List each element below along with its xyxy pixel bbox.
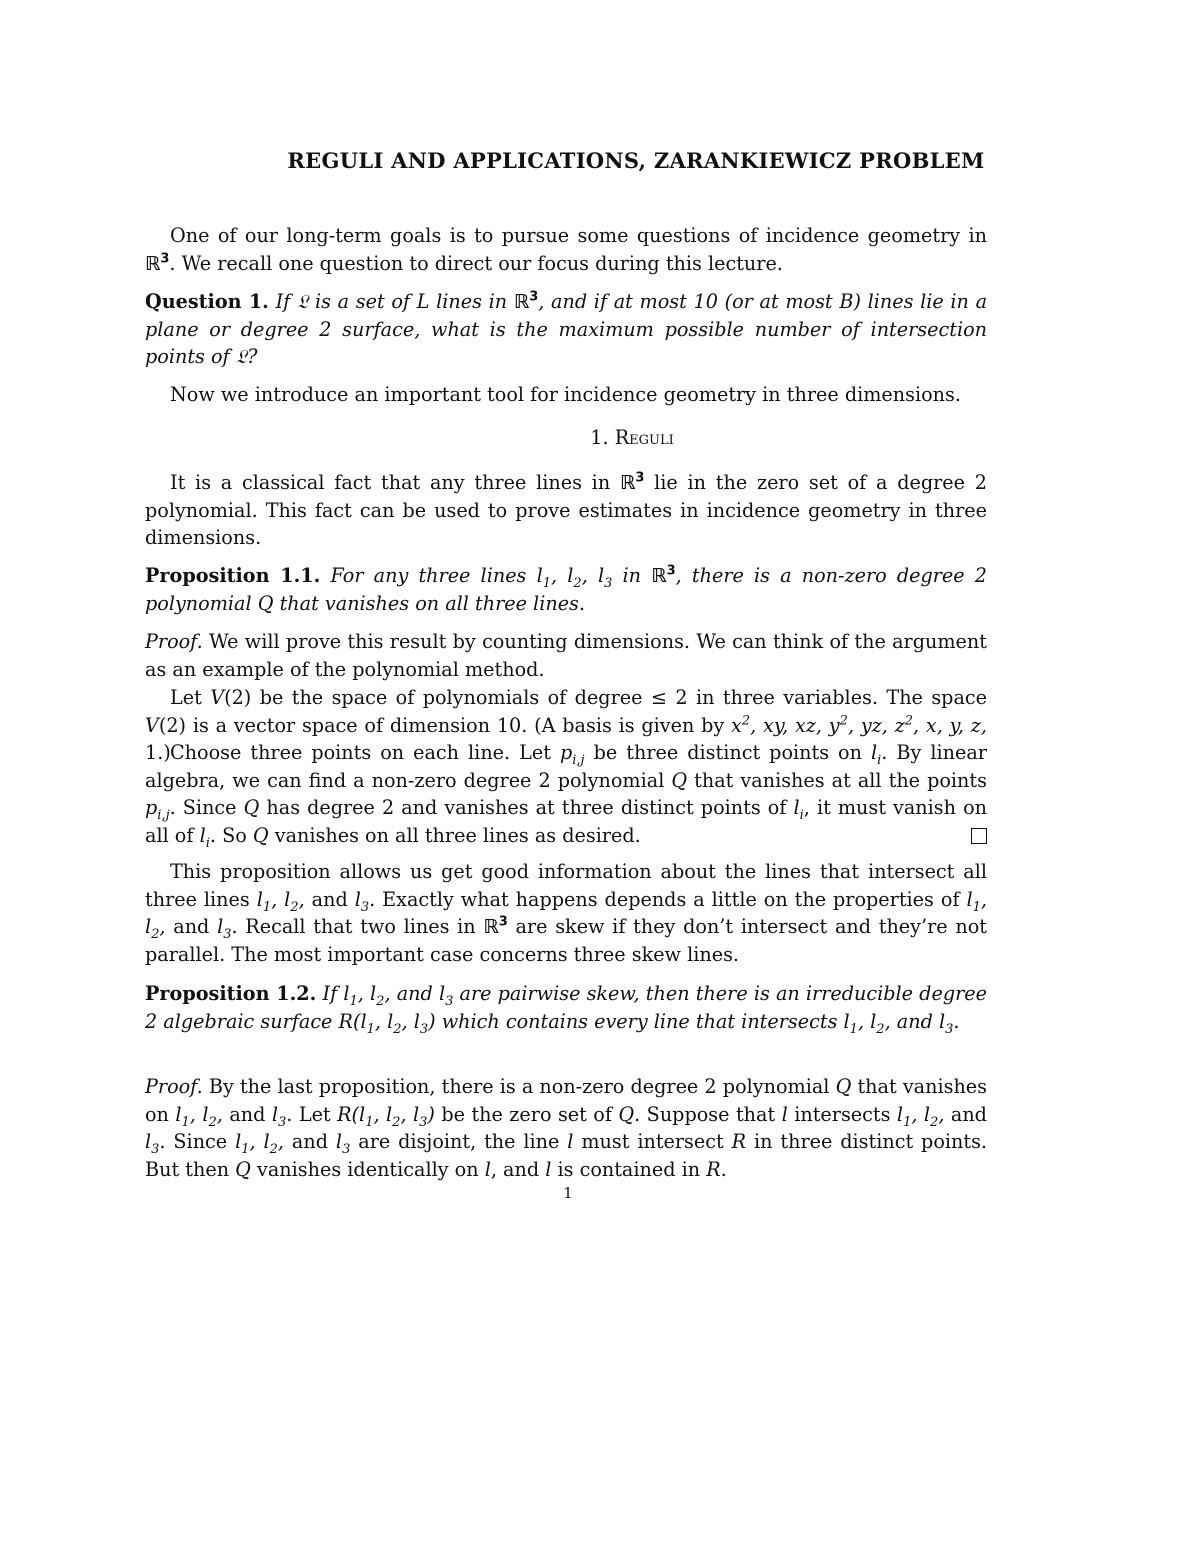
prop-text: If (322, 982, 338, 1005)
proof-text: Choose three points on each line. Let (170, 741, 551, 764)
section-heading (0, 426, 1198, 449)
math-l3: $l_3$ (939, 1009, 954, 1037)
math-l: l (781, 1102, 788, 1126)
proposition-1-1 (145, 562, 987, 617)
math-R: $R(l_1$, $l_2$, $l_3$) (338, 1009, 436, 1037)
proof-text: vanishes identically on (257, 1157, 479, 1181)
proof-text: . So (209, 823, 247, 847)
math-pij: $p_{i,j}$ (559, 741, 585, 768)
math-R: R (706, 1157, 721, 1181)
proof-text: We will prove this result by counting dimensions. We can think of the argument as an example of the polynomial method. (145, 630, 987, 681)
proof-text: be the zero set of (441, 1102, 612, 1126)
proof-text: and (950, 1102, 987, 1126)
proof-text: and (229, 1102, 266, 1126)
tool-sentence: Now we introduce an important tool for incidence geometry in three dimensions. (170, 383, 961, 406)
allows-text: and (311, 887, 348, 911)
q-text: is a set of (315, 290, 411, 313)
classical-text-1: It is a classical fact that any three lines in (170, 471, 611, 494)
proof-text: vanishes on all three lines as desired. (274, 823, 641, 847)
math-pij: $p_{i,j}$ (145, 796, 170, 824)
math-r3: ℝ$^3$ (145, 251, 170, 275)
proof-text: that vanishes at all the points (694, 768, 987, 792)
math-l1-l2: $l_1$, $l_2$, (343, 982, 391, 1009)
math-l: l (545, 1157, 552, 1181)
section-number: 1. (590, 426, 609, 449)
proof-1-space: Let V(2) be the space of polynomials of degree ≤ 2 in three variables. The space V(2) is a vector space of dimension 10. (A basis is given by $x^2$, xy, xz, $y^2$, yz, $z^2$, x, y, z, 1.) (145, 686, 988, 765)
proof-text: , it must vanish on all of (145, 796, 987, 847)
math-r3: ℝ$^3$ (651, 563, 676, 587)
classical-text-2: lie in the zero set of a degree 2 polynomial. This fact can be used to prove estimates in incidence geometry in three dimensions. (145, 471, 987, 550)
proof-text: . Since (169, 796, 237, 820)
question-label: Question 1. (145, 290, 269, 313)
proof-text: By the last proposition, there is a non-zero degree 2 polynomial (208, 1075, 830, 1098)
proof-text: . Suppose that (634, 1102, 776, 1126)
math-r3: ℝ$^3$ (619, 470, 645, 494)
prop-text: which contains every line that intersects (441, 1009, 838, 1033)
math-l3: $l_3$ (271, 1102, 287, 1130)
prop-text: are pairwise skew, then there is an irreducible degree 2 algebraic surface (145, 982, 987, 1033)
math-lines: $l_1$, $l_2$, $l_3$ (536, 564, 613, 591)
q-text: , and if at most 10 (or at most (538, 290, 833, 313)
allows-text: are skew if they don’t intersect and they’re not parallel. The most important case concerns three skew lines. (145, 915, 987, 966)
prop-text: in (622, 564, 642, 587)
prop-text: . (953, 1009, 960, 1033)
proposition-label: Proposition 1.1. (145, 564, 321, 587)
math-R: $R(l_1$, $l_2$, $l_3$) (337, 1102, 435, 1130)
allows-text: . Recall that two lines in (231, 915, 476, 939)
math-l1-l2: $l_1$, $l_2$, (896, 1102, 945, 1130)
math-l3: $l_3$ (335, 1130, 351, 1158)
proof-text: that vanishes on (145, 1075, 988, 1126)
math-l1-l2: $l_1$, $l_2$, (843, 1009, 891, 1037)
section-name: Reguli (614, 426, 674, 449)
proof-text: . By linear algebra, we can find a non-zero degree 2 polynomial (145, 741, 987, 792)
prop-text: For any three lines (330, 564, 527, 587)
math-Q: Q (835, 1075, 852, 1098)
page-number: 1 (563, 1184, 573, 1202)
math-l3: $l_3$ (354, 887, 370, 915)
proof-1-points (145, 739, 987, 849)
proof-text: are disjoint, the line (358, 1130, 560, 1154)
intro-text-1: One of our long-term goals is to pursue some questions of incidence geometry in (170, 224, 987, 247)
math-l: l (567, 1130, 574, 1154)
prop-text: that vanishes on all three lines. (279, 591, 585, 615)
math-li: $l_i$ (793, 796, 804, 824)
qed-square-icon (971, 828, 987, 844)
math-l3: $l_3$ (438, 982, 454, 1009)
math-basis: $x^2$, xy, xz, $y^2$, yz, $z^2$, x, y, z, (731, 713, 988, 737)
proof-text: and (291, 1130, 329, 1154)
prop-text: and (896, 1009, 933, 1033)
math-V2: V (210, 686, 225, 709)
math-r3: ℝ$^3$ (483, 914, 508, 939)
paper-title: REGULI AND APPLICATIONS, ZARANKIEWICZ PROBLEM (287, 148, 985, 173)
math-l1-l2: $l_1$, $l_2$, (145, 887, 987, 943)
q-text: lines in (436, 290, 508, 313)
math-l1-l2: $l_1$, $l_2$, (256, 887, 305, 915)
proof-text: , and (490, 1157, 540, 1181)
question-1 (145, 288, 987, 371)
math-li: $l_i$ (870, 741, 882, 768)
math-V2: V (145, 713, 159, 737)
math-R: R (731, 1130, 747, 1154)
proof-text: has degree 2 and vanishes at three distinct points of (266, 796, 787, 820)
math-script-l: 𝔏 (296, 290, 309, 313)
math-L: L (416, 290, 430, 313)
q-text: If (275, 290, 291, 313)
proof-text: intersects (794, 1102, 891, 1126)
proof-text: . Let (286, 1102, 331, 1126)
math-r3: ℝ$^3$ (513, 289, 539, 313)
math-Q: Q (671, 768, 688, 792)
proof-label: Proof. (145, 1075, 203, 1098)
proof-1 (145, 628, 987, 683)
proposition-label: Proposition 1.2. (145, 982, 317, 1005)
math-l1-l2: $l_1$, $l_2$, (175, 1102, 223, 1130)
math-B: B (839, 290, 854, 313)
math-Q: Q (235, 1157, 251, 1181)
classical-paragraph (145, 469, 987, 552)
math-Q: Q (618, 1102, 635, 1126)
math-li: $l_i$ (199, 823, 210, 851)
proof-text: is contained in (557, 1157, 701, 1181)
math-Q: Q (257, 591, 274, 615)
math-l1-l2: $l_1$, $l_2$, (235, 1130, 285, 1158)
proposition-1-2 (145, 980, 987, 1035)
math-Q: Q (252, 823, 269, 847)
proof-text: Let (170, 686, 202, 709)
math-script-l: 𝔏 (235, 345, 248, 369)
proof-label: Proof. (145, 630, 203, 653)
proof-text: in three distinct points. But then (145, 1130, 988, 1181)
q-text: ? (247, 345, 258, 369)
math-l: l (484, 1157, 491, 1181)
proof-text: be three distinct points on (593, 741, 862, 764)
intro-text-2: . We recall one question to direct our focus during this lecture. (169, 251, 783, 275)
q-text: ) lines lie in a plane or degree 2 surface, what is the maximum possible number of intersection points of (145, 290, 988, 369)
proof-text: must intersect (581, 1130, 724, 1154)
math-l3: $l_3$ (145, 1130, 160, 1158)
proof-text: .) (157, 741, 171, 765)
proof-text: . Since (159, 1130, 228, 1154)
proof-text: be the space of polynomials of degree ≤ 2 in three variables. The space (259, 686, 987, 709)
allows-paragraph (145, 858, 987, 968)
math-Q: Q (243, 796, 260, 820)
proof-2: Proof. By the last proposition, there is a non-zero degree 2 polynomial Q that vanishes on $l_1$, $l_2$, and $l_3$. Let $R(l_1$, $l_2$, $l_3$) be the zero set of Q. Suppose that l intersects $l_1$, $l_2$, and $l_3$. Since $l_1$, $l_2$, and $l_3$ are disjoint, the line l must intersect R in three distinct points. But then Q vanishes identically on l, and l is contained in R. (145, 1075, 988, 1181)
prop-text: and (396, 982, 433, 1005)
allows-text: and (173, 915, 210, 939)
allows-text: . Exactly what happens depends a little on the properties of (369, 887, 960, 911)
proof-text: is a vector space of dimension 10. (A basis is given by (192, 713, 725, 737)
math-l3: $l_3$ (217, 915, 232, 943)
prop-text: , there is a non-zero degree 2 polynomial (145, 564, 988, 615)
allows-text: This proposition allows us get good information about the lines that intersect all three lines (145, 860, 987, 911)
intro-paragraph (145, 222, 987, 277)
